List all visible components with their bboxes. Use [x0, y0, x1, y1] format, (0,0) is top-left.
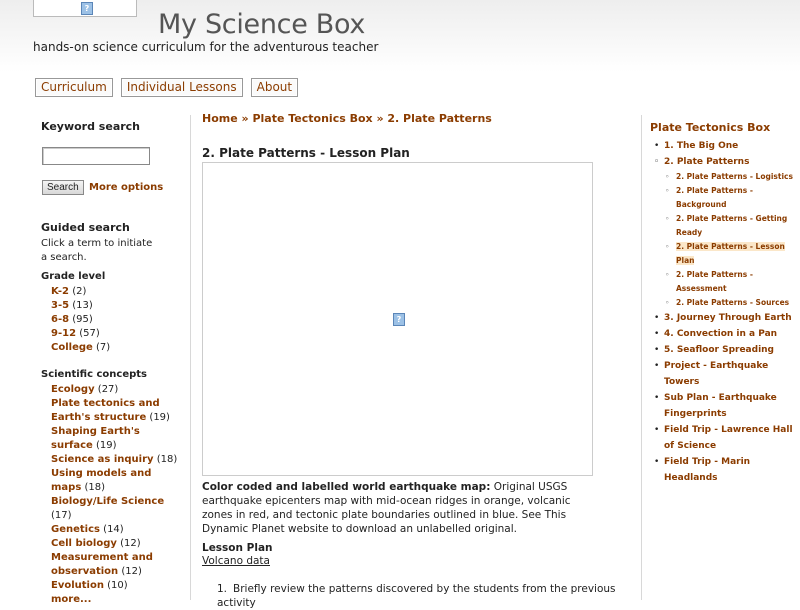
- box-lesson-list: [650, 138, 795, 486]
- list-item: [51, 551, 183, 579]
- count: (12): [120, 538, 141, 549]
- more-concepts-link[interactable]: more...: [51, 594, 92, 605]
- lesson-link[interactable]: • 5. Seafloor Spreading: [650, 342, 795, 358]
- sub-lesson-link[interactable]: ◦ 2. Plate Patterns - Getting Ready: [664, 212, 795, 240]
- concept-link[interactable]: Plate tectonics and Earth's structure: [51, 398, 160, 423]
- concept-link[interactable]: Evolution: [51, 580, 104, 591]
- concept-link[interactable]: Genetics: [51, 524, 100, 535]
- list-item: [51, 425, 183, 453]
- lesson-link[interactable]: • Project - Earthquake Towers: [650, 358, 795, 390]
- count: (19): [149, 412, 170, 423]
- count: (17): [51, 510, 72, 521]
- box-title[interactable]: Plate Tectonics Box: [650, 121, 771, 134]
- lesson-step: [217, 582, 637, 610]
- nav-individual-lessons-button[interactable]: Individual Lessons: [121, 78, 243, 97]
- concept-link[interactable]: Measurement and observation: [51, 552, 153, 577]
- keyword-search-title: Keyword search: [41, 120, 141, 133]
- lesson-link[interactable]: • 1. The Big One: [650, 138, 795, 154]
- list-item: [51, 523, 183, 537]
- left-column-divider: [190, 115, 191, 600]
- concept-link[interactable]: Biology/Life Science: [51, 496, 165, 507]
- sub-lesson-list: [664, 170, 795, 310]
- list-item: [51, 579, 183, 593]
- nav-about-button[interactable]: About: [251, 78, 298, 97]
- nav-curriculum-button[interactable]: Curriculum: [35, 78, 113, 97]
- lesson-link[interactable]: • Field Trip - Marin Headlands: [650, 454, 795, 486]
- count: (12): [121, 566, 142, 577]
- breadcrumb[interactable]: Home » Plate Tectonics Box » 2. Plate Patterns: [202, 112, 492, 125]
- lesson-link-open[interactable]: [650, 154, 795, 310]
- list-item: [51, 397, 183, 425]
- list-item: [51, 495, 183, 523]
- lesson-link[interactable]: • 3. Journey Through Earth: [650, 310, 795, 326]
- broken-image-icon: ?: [393, 313, 405, 326]
- grade-9-12-link[interactable]: 9-12: [51, 328, 77, 339]
- site-header: [0, 0, 800, 72]
- list-item: [51, 327, 186, 341]
- count: (57): [79, 328, 100, 339]
- caption-bold: Color coded and labelled world earthquake map:: [202, 481, 491, 493]
- search-button[interactable]: Search: [42, 180, 84, 195]
- current-label[interactable]: 2. Plate Patterns - Lesson Plan: [676, 242, 785, 265]
- caption-text: Original USGS earthquake epicenters map with mid-ocean ridges in orange, volcanic zones in red, and tectonic plate boundaries outlined in blue. See This Dynamic Planet website to download an unlabelled original.: [202, 481, 571, 535]
- list-item: [51, 453, 183, 467]
- map-caption: [202, 480, 602, 536]
- volcano-data-link[interactable]: Volcano data: [202, 555, 270, 567]
- scientific-concepts-list: [51, 383, 183, 607]
- page-title: 2. Plate Patterns - Lesson Plan: [202, 146, 410, 160]
- grade-college-link[interactable]: College: [51, 342, 93, 353]
- count: (14): [103, 524, 124, 535]
- grade-level-title: Grade level: [41, 271, 106, 282]
- keyword-search-section: [41, 120, 186, 133]
- list-item: [51, 383, 183, 397]
- grade-k2-link[interactable]: K-2: [51, 286, 69, 297]
- lesson-label[interactable]: 2. Plate Patterns: [664, 157, 750, 167]
- more-options-link[interactable]: More options: [89, 182, 164, 193]
- sub-lesson-link[interactable]: ◦ 2. Plate Patterns - Sources: [664, 296, 795, 310]
- logo-image-frame[interactable]: [33, 0, 137, 17]
- sub-lesson-link[interactable]: ◦ 2. Plate Patterns - Background: [664, 184, 795, 212]
- guided-search-help: Click a term to initiate a search.: [41, 238, 153, 263]
- count: (10): [107, 580, 128, 591]
- sub-lesson-link[interactable]: ◦ 2. Plate Patterns - Assessment: [664, 268, 795, 296]
- lesson-link[interactable]: • 4. Convection in a Pan: [650, 326, 795, 342]
- concept-link[interactable]: Cell biology: [51, 538, 117, 549]
- step-text: Briefly review the patterns discovered by the students from the previous activity: [217, 583, 616, 609]
- site-title[interactable]: My Science Box: [158, 9, 366, 40]
- earthquake-map-image[interactable]: [202, 162, 593, 476]
- count: (7): [95, 342, 111, 353]
- guided-search-title: Guided search: [41, 221, 130, 234]
- right-column-divider: [641, 115, 642, 600]
- main-content: [202, 112, 634, 609]
- main-nav: [35, 78, 298, 97]
- count: (27): [97, 384, 119, 395]
- grade-6-8-link[interactable]: 6-8: [51, 314, 70, 325]
- concept-link[interactable]: Using models and maps: [51, 468, 152, 493]
- list-item: [51, 285, 186, 299]
- list-item: [51, 299, 186, 313]
- site-tagline: hands-on science curriculum for the adventurous teacher: [33, 40, 379, 54]
- count: (13): [72, 300, 93, 311]
- lesson-link[interactable]: • Field Trip - Lawrence Hall of Science: [650, 422, 795, 454]
- count: (2): [72, 286, 87, 297]
- list-item: [51, 313, 186, 327]
- box-navigation: [650, 121, 795, 486]
- keyword-search-input[interactable]: [42, 147, 150, 165]
- concept-link[interactable]: Science as inquiry: [51, 454, 154, 465]
- count: (18): [156, 454, 178, 465]
- list-item: [51, 341, 186, 355]
- list-item: [51, 467, 183, 495]
- lesson-plan-heading: Lesson Plan: [202, 542, 273, 554]
- list-item: [51, 537, 183, 551]
- concept-link[interactable]: Ecology: [51, 384, 95, 395]
- list-item: [51, 593, 183, 607]
- grade-level-list: [51, 285, 186, 355]
- scientific-concepts-title: Scientific concepts: [41, 369, 148, 380]
- count: (18): [84, 482, 105, 493]
- count: (19): [96, 440, 117, 451]
- grade-3-5-link[interactable]: 3-5: [51, 300, 70, 311]
- broken-image-icon: ?: [81, 2, 93, 15]
- sub-lesson-link[interactable]: ◦ 2. Plate Patterns - Logistics: [664, 170, 795, 184]
- concept-link[interactable]: Shaping Earth's surface: [51, 426, 140, 451]
- count: (95): [72, 314, 93, 325]
- lesson-link[interactable]: • Sub Plan - Earthquake Fingerprints: [650, 390, 795, 422]
- sub-lesson-link-current[interactable]: [664, 240, 795, 268]
- step-number: 1.: [217, 583, 228, 595]
